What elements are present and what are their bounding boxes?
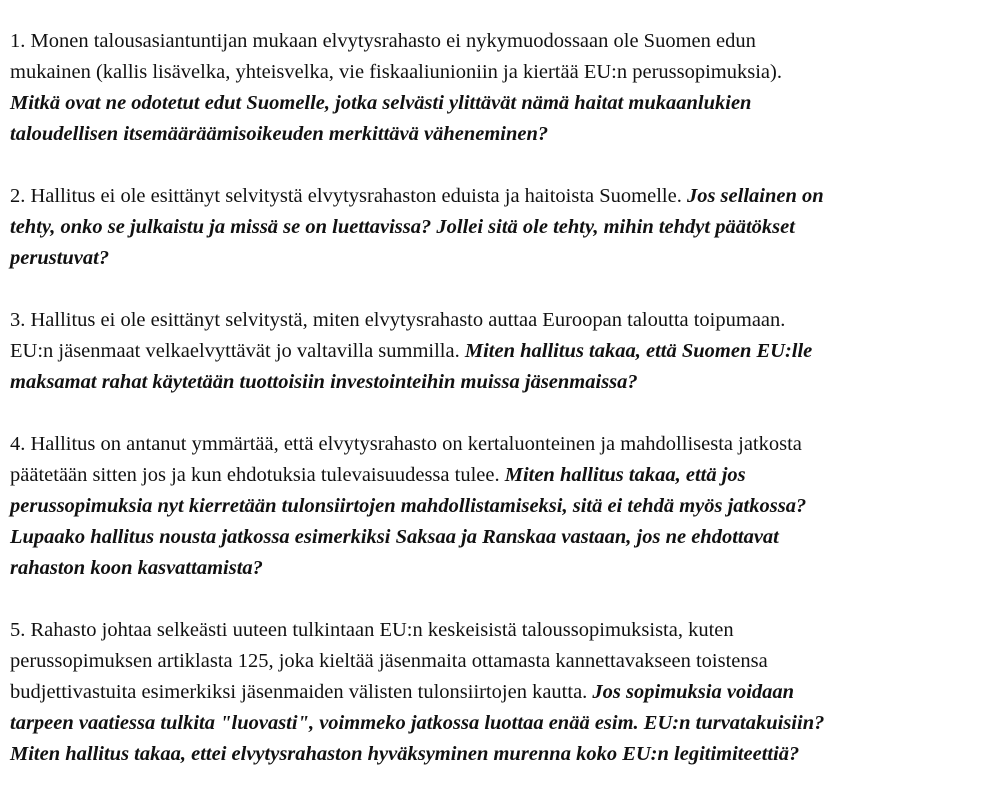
question-item-1 xyxy=(10,26,982,150)
question-item-2 xyxy=(10,181,982,274)
question-emphasis: Miten hallitus takaa, että Suomen EU:lle maksamat rahat käytetään tuottoisiin investointeihin muissa jäsenmaissa? xyxy=(10,340,813,393)
question-emphasis: Miten hallitus takaa, että jos perussopimuksia nyt kierretään tulonsiirtojen mahdollistamiseksi, sitä ei tehdä myös jatkossa? Lupaako hallitus nousta jatkossa esimerkiksi Saksaa ja Ranskaa vastaan, jos ne ehdottavat rahaston koon kasvattamista? xyxy=(10,464,807,579)
question-emphasis: Jos sopimuksia voidaan tarpeen vaatiessa tulkita "luovasti", voimmeko jatkossa luottaa enää esim. EU:n turvatakuisiin? Miten hallitus takaa, ettei elvytysrahaston hyväksyminen murenna koko EU:n legitimiteettiä? xyxy=(10,681,825,765)
question-emphasis: Mitkä ovat ne odotetut edut Suomelle, jotka selvästi ylittävät nämä haitat mukaanlukien taloudellisen itsemääräämisoikeuden merkittävä väheneminen? xyxy=(10,92,752,145)
paragraph-text: 3. Hallitus ei ole esittänyt selvitystä, miten elvytysrahasto auttaa Euroopan taloutta toipumaan. EU:n jäsenmaat velkaelvyttävät jo valtavilla summilla. xyxy=(10,309,786,362)
paragraph-text: 1. Monen talousasiantuntijan mukaan elvytysrahasto ei nykymuodossaan ole Suomen edun mukainen (kallis lisävelka, yhteisvelka, vie fiskaaliunioniin ja kiertää EU:n perussopimuksia). xyxy=(10,30,782,83)
question-item-3 xyxy=(10,305,982,398)
paragraph-text: 2. Hallitus ei ole esittänyt selvitystä elvytysrahaston eduista ja haitoista Suomelle. xyxy=(10,185,687,207)
question-emphasis: Jos sellainen on tehty, onko se julkaistu ja missä se on luettavissa? Jollei sitä ole tehty, mihin tehdyt päätökset perustuvat? xyxy=(10,185,824,269)
document-body xyxy=(10,26,982,801)
paragraph-text: 4. Hallitus on antanut ymmärtää, että elvytysrahasto on kertaluonteinen ja mahdollisesta jatkosta päätetään sitten jos ja kun ehdotuksia tulevaisuudessa tulee. xyxy=(10,433,802,486)
question-item-5 xyxy=(10,615,982,770)
question-item-4 xyxy=(10,429,982,584)
paragraph-text: 5. Rahasto johtaa selkeästi uuteen tulkintaan EU:n keskeisistä taloussopimuksista, kuten perussopimuksen artiklasta 125, joka kieltää jäsenmaita ottamasta kannettavakseen toistensa budjettivastuita esimerkiksi jäsenmaiden välisten tulonsiirtojen kautta. xyxy=(10,619,768,703)
